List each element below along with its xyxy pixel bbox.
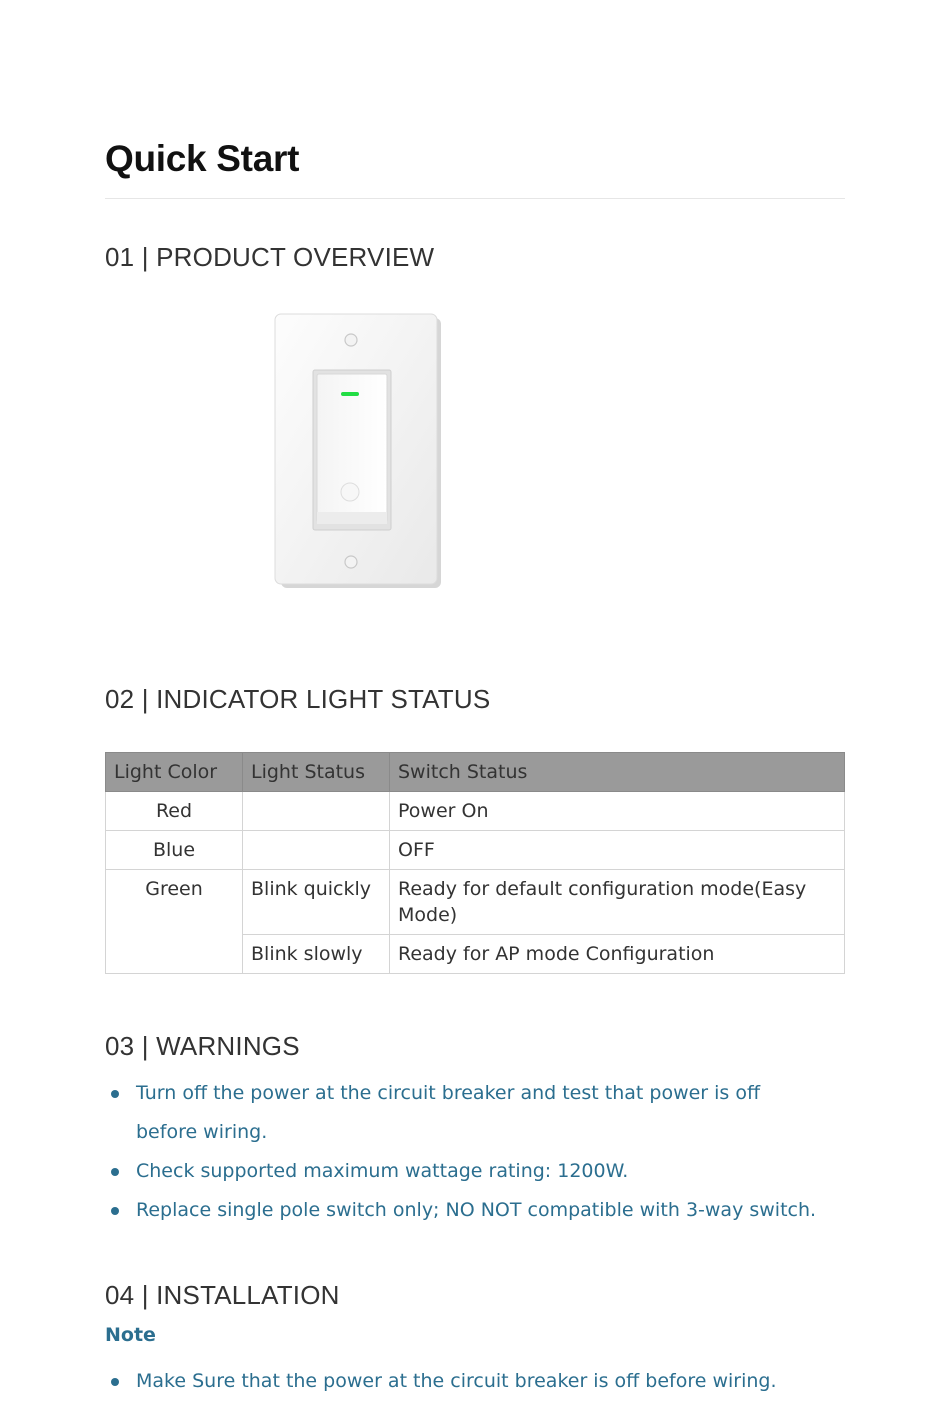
cell-switch-status: Ready for AP mode Configuration [390,935,845,974]
bullet-icon [111,1090,119,1098]
cell-switch-status: Power On [390,792,845,831]
bullet-icon [111,1207,119,1215]
section-heading-product-overview: 01 | PRODUCT OVERVIEW [105,242,435,272]
note-text: Make Sure that the power at the circuit breaker is off before wiring. [136,1370,777,1392]
section-heading-installation: 04 | INSTALLATION [105,1280,340,1310]
list-item [105,1191,845,1230]
warnings-list [105,1074,845,1230]
table-row [106,831,845,870]
bullet-icon [111,1378,119,1386]
warning-text: Check supported maximum wattage rating: 1200W. [136,1160,629,1182]
note-label: Note [105,1324,156,1346]
page-title: Quick Start [105,138,300,179]
table-row [106,792,845,831]
list-item [105,1362,845,1401]
cell-light-color: Green [106,870,243,974]
table-header-row [106,753,845,792]
section-heading-warnings: 03 | WARNINGS [105,1031,300,1061]
installation-notes-list [105,1362,845,1401]
cell-switch-status: Ready for default configuration mode(Easy Mode) [390,870,845,935]
cell-light-status: Blink slowly [243,935,390,974]
indicator-light-icon [341,392,359,396]
title-divider [105,198,845,199]
table-row [106,870,845,935]
cell-light-status [243,831,390,870]
cell-switch-status: OFF [390,831,845,870]
column-header-switch-status: Switch Status [390,753,845,792]
column-header-light-status: Light Status [243,753,390,792]
cell-light-status: Blink quickly [243,870,390,935]
cell-light-status [243,792,390,831]
warning-text: Turn off the power at the circuit breaker and test that power is off before wiring. [136,1082,761,1143]
indicator-status-table [105,752,845,974]
section-heading-indicator-light-status: 02 | INDICATOR LIGHT STATUS [105,684,491,714]
list-item [105,1074,845,1152]
warning-text: Replace single pole switch only; NO NOT compatible with 3-way switch. [136,1199,817,1221]
bullet-icon [111,1168,119,1176]
column-header-light-color: Light Color [106,753,243,792]
cell-light-color: Red [106,792,243,831]
smart-light-switch-image [273,312,445,592]
list-item [105,1152,845,1191]
cell-light-color: Blue [106,831,243,870]
